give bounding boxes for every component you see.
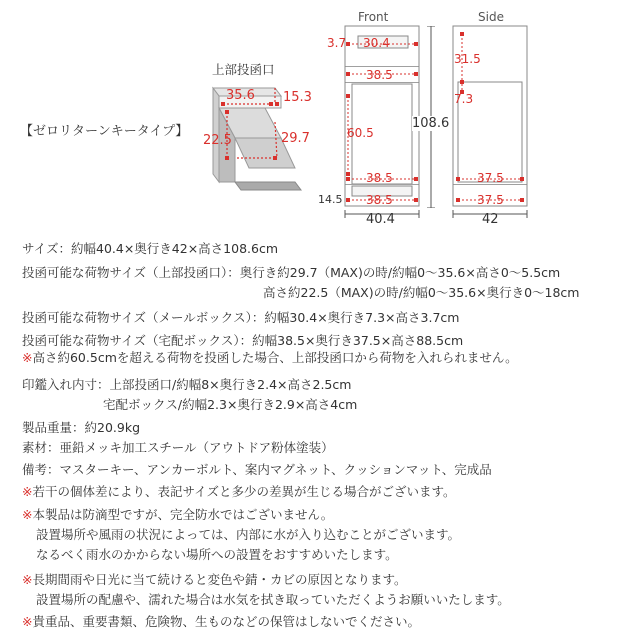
note-water-ingress: 設置場所や風雨の状況によっては、内部に水が入り込むことがございます。 — [36, 527, 461, 542]
total-depth: 42 — [482, 212, 499, 227]
spec-stamp-top: 印鑑入れ内寸：上部投函口/約幅8×奥行き2.4×高さ2.5cm — [22, 377, 352, 392]
side-upper-height: 31.5 — [454, 52, 481, 66]
spec-mailbox: 投函可能な荷物サイズ（メールボックス）：約幅30.4×奥行き7.3×高さ3.7cm — [22, 310, 460, 325]
note-wipe-water: 設置場所の配慮や、濡れた場合は水気を拭き取っていただくようお願いいたします。 — [36, 592, 510, 607]
spec-top-slot-depth: 投函可能な荷物サイズ（上部投函口）：奥行き約29.7（MAX)の時/約幅0～35.6×高さ0～5.5cm — [22, 265, 561, 280]
spec-delivery-box: 投函可能な荷物サイズ（宅配ボックス）：約幅38.5×奥行き37.5×高さ88.5cm — [22, 333, 464, 348]
product-diagram — [0, 0, 640, 230]
type-label: 【ゼロリターンキータイプ】 — [20, 124, 189, 139]
inner-width-1: 38.5 — [366, 68, 393, 82]
slot-depth-a: 22.5 — [203, 133, 232, 148]
base-width: 38.5 — [366, 193, 393, 207]
spec-top-slot-height: 高さ約22.5（MAX)の時/約幅0～35.6×奥行き0～18cm — [263, 285, 580, 300]
note-individual-diff: ※若干の個体差により、表記サイズと多少の差異が生じる場合がございます。 — [22, 484, 456, 499]
spec-remarks: 備考：マスターキー、アンカーボルト、案内マグネット、クッションマット、完成品 — [22, 462, 492, 477]
spec-size: サイズ：約幅40.4×奥行き42×高さ108.6cm — [22, 241, 279, 256]
top-slot-label: 上部投函口 — [212, 62, 275, 77]
total-width: 40.4 — [366, 212, 395, 227]
side-label: Side — [478, 10, 504, 24]
front-label: Front — [358, 10, 389, 24]
slot-width: 35.6 — [226, 88, 255, 103]
inner-height: 60.5 — [347, 126, 374, 140]
side-mid-height: 7.3 — [454, 92, 474, 106]
base-height: 14.5 — [318, 193, 343, 206]
spec-stamp-delivery: 宅配ボックス/約幅2.3×奥行き2.9×高さ4cm — [103, 397, 358, 412]
total-height: 108.6 — [412, 116, 450, 131]
inner-width-2: 38.5 — [366, 171, 393, 185]
note-install-location: なるべく雨水のかからない場所への設置をおすすめいたします。 — [36, 547, 398, 562]
note-height-limit: ※高さ約60.5cmを超える荷物を投函した場合、上部投函口から荷物を入れられません。 — [22, 350, 518, 365]
slot-depth-b: 29.7 — [281, 131, 310, 146]
side-inner-depth-1: 37.5 — [477, 171, 504, 185]
mail-height: 3.7 — [327, 36, 347, 50]
spec-material: 素材：亜鉛メッキ加工スチール（アウトドア粉体塗装） — [22, 440, 334, 455]
note-valuables: ※貴重品、重要書類、危険物、生ものなどの保管はしないでください。 — [22, 614, 420, 629]
note-discoloration: ※長期間雨や日光に当て続けると変色や錆・カビの原因となります。 — [22, 572, 407, 587]
spec-weight: 製品重量：約20.9kg — [22, 420, 141, 435]
mail-width: 30.4 — [363, 36, 390, 50]
note-drip-proof: ※本製品は防滴型ですが、完全防水ではございません。 — [22, 507, 334, 522]
slot-height: 15.3 — [283, 90, 312, 105]
side-inner-depth-2: 37.5 — [477, 193, 504, 207]
